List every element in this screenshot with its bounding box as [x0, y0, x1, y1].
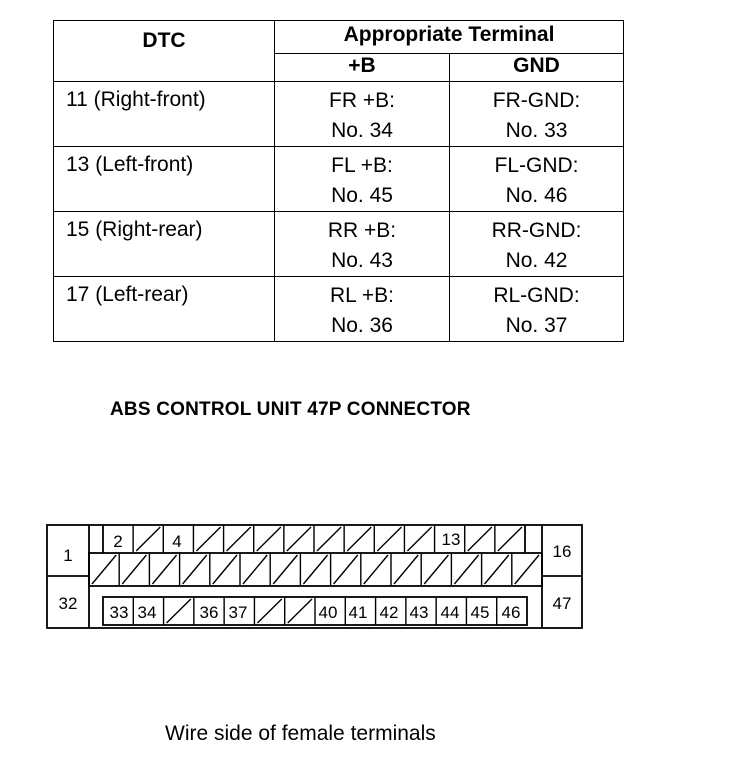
blank-cavity-mark: [122, 555, 146, 584]
blank-cavity-mark: [227, 527, 251, 551]
plus-b-label: RR +B:: [327, 219, 397, 242]
gnd-terminal: No. 42: [505, 249, 568, 272]
table-row: [54, 147, 624, 212]
table-row: [54, 277, 624, 342]
blank-cavity-mark: [288, 599, 312, 623]
blank-cavity-mark: [196, 527, 220, 551]
gnd-cell: [450, 147, 624, 212]
blank-cavity-mark: [407, 527, 431, 551]
plus-b-label: RL +B:: [329, 284, 394, 307]
blank-cavity-mark: [485, 555, 509, 584]
plus-b-terminal: No. 45: [331, 184, 393, 207]
wire-side-caption: Wire side of female terminals: [165, 722, 436, 745]
plus-b-terminal: No. 36: [331, 314, 393, 337]
dtc-cell: 17 (Left-rear): [54, 277, 275, 342]
pin-45-label: 45: [470, 603, 490, 622]
blank-cavity-mark: [334, 555, 358, 584]
blank-cavity-mark: [303, 555, 327, 584]
blank-cavity-mark: [287, 527, 311, 551]
gnd-cell: [450, 212, 624, 277]
blank-cavity-mark: [424, 555, 448, 584]
plus-b-cell: [275, 82, 450, 147]
gnd-terminal: No. 46: [505, 184, 568, 207]
pin-41-label: 41: [348, 603, 368, 622]
pin-2-label: 2: [113, 532, 123, 551]
blank-cavity-mark: [498, 527, 522, 551]
blank-cavity-mark: [468, 527, 492, 551]
pin-13-label: 13: [441, 530, 461, 549]
plus-b-terminal: No. 43: [331, 249, 393, 272]
blank-cavity-mark: [136, 527, 160, 551]
blank-cavity-mark: [273, 555, 297, 584]
plus-b-label: FR +B:: [329, 89, 395, 112]
pin-44-label: 44: [440, 603, 460, 622]
dtc-terminal-table: [53, 20, 624, 342]
gnd-label: RR-GND:: [491, 219, 582, 242]
table-row: [54, 212, 624, 277]
pin-32-label: 32: [58, 594, 78, 613]
blank-cavity-mark: [394, 555, 418, 584]
blank-cavity-mark: [243, 555, 267, 584]
plus-b-terminal: No. 34: [331, 119, 393, 142]
blank-cavity-mark: [183, 555, 207, 584]
blank-cavity-mark: [454, 555, 478, 584]
dtc-cell: 15 (Right-rear): [54, 212, 275, 277]
blank-cavity-mark: [92, 555, 116, 584]
pin-46-label: 46: [501, 603, 521, 622]
blank-cavity-mark: [364, 555, 388, 584]
gnd-terminal: No. 33: [505, 119, 568, 142]
gnd-header: GND: [450, 54, 624, 82]
gnd-cell: [450, 82, 624, 147]
blank-cavity-mark: [257, 527, 281, 551]
gnd-label: RL-GND:: [493, 284, 580, 307]
appropriate-terminal-header: Appropriate Terminal: [275, 21, 624, 54]
plus-b-label: FL +B:: [331, 154, 393, 177]
dtc-column-header: DTC: [54, 21, 275, 82]
pin-36-label: 36: [199, 603, 219, 622]
dtc-cell: 11 (Right-front): [54, 82, 275, 147]
pin-34-label: 34: [137, 603, 157, 622]
pin-42-label: 42: [379, 603, 399, 622]
pin-1-label: 1: [63, 546, 73, 565]
connector-outline: [47, 525, 582, 628]
blank-cavity-mark: [347, 527, 371, 551]
blank-cavity-mark: [377, 527, 401, 551]
pin-40-label: 40: [318, 603, 338, 622]
blank-cavity-mark: [317, 527, 341, 551]
plus-b-cell: [275, 277, 450, 342]
blank-cavity-mark: [257, 599, 281, 623]
plus-b-cell: [275, 147, 450, 212]
connector-title: ABS CONTROL UNIT 47P CONNECTOR: [110, 399, 471, 420]
pin-37-label: 37: [228, 603, 248, 622]
blank-cavity-mark: [152, 555, 176, 584]
pin-43-label: 43: [409, 603, 429, 622]
blank-cavity-mark: [515, 555, 539, 584]
pin-4-label: 4: [172, 532, 182, 551]
pin-16-label: 16: [552, 542, 572, 561]
gnd-cell: [450, 277, 624, 342]
plus-b-cell: [275, 212, 450, 277]
gnd-label: FR-GND:: [492, 89, 581, 112]
blank-cavity-mark: [167, 599, 191, 623]
gnd-label: FL-GND:: [494, 154, 579, 177]
pin-47-label: 47: [552, 594, 572, 613]
plus-b-header: +B: [275, 54, 450, 82]
dtc-cell: 13 (Left-front): [54, 147, 275, 212]
table-row: [54, 82, 624, 147]
gnd-terminal: No. 37: [505, 314, 568, 337]
blank-cavity-mark: [213, 555, 237, 584]
pin-33-label: 33: [109, 603, 129, 622]
